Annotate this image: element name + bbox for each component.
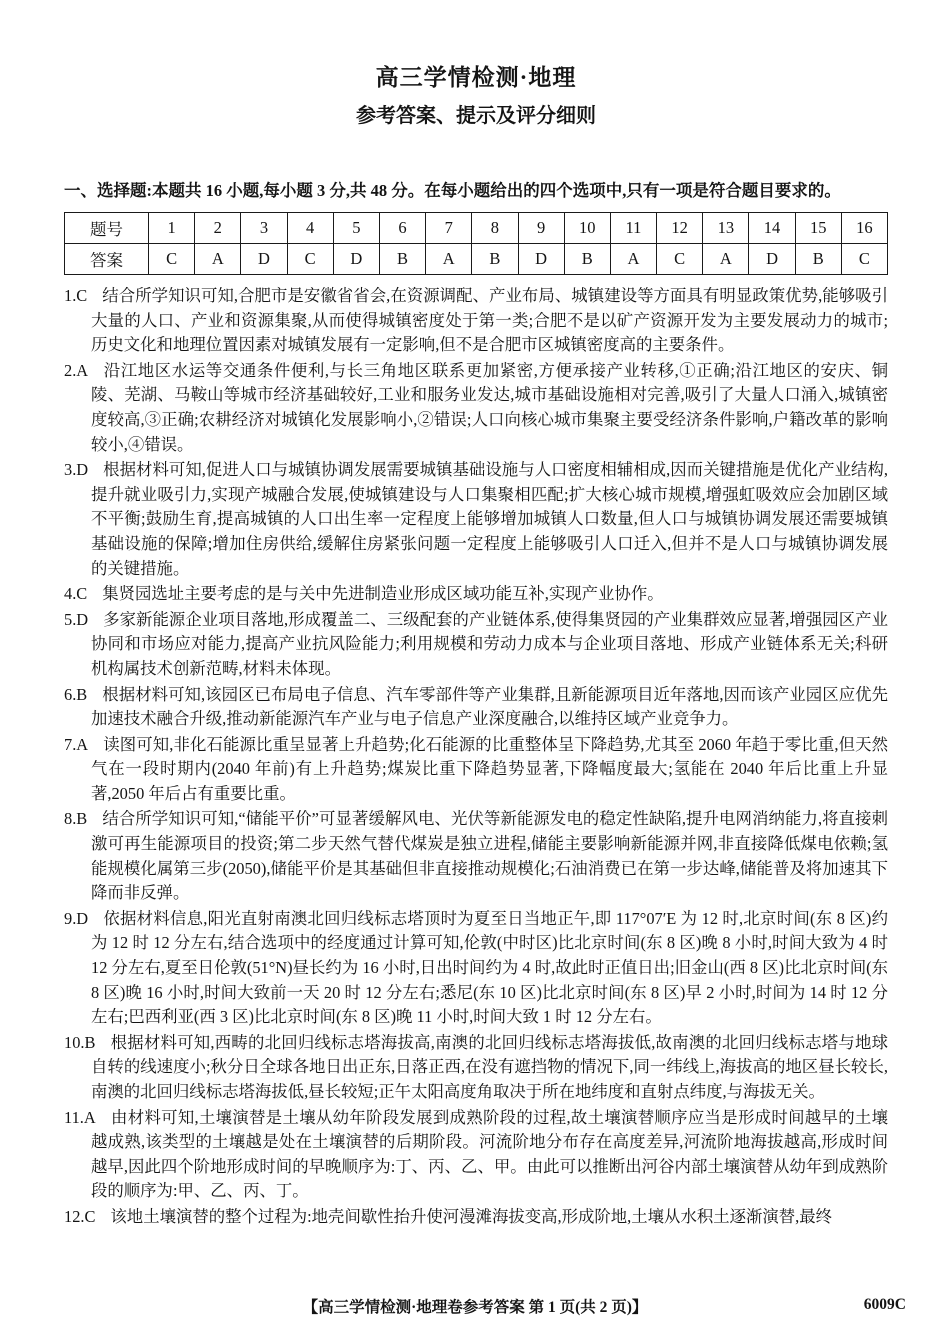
question-number-row: [65, 213, 888, 244]
answer-cell: C: [287, 244, 333, 275]
explanation-number: 8.B: [64, 809, 88, 829]
answer-cell: B: [795, 244, 841, 275]
explanation-text: 根据材料可知,该园区已布局电子信息、汽车零部件等产业集群,且新能源项目近年落地,因而该产业园区应优先加速技术融合升级,推动新能源汽车产业与电子信息产业深度融合,以维持区域产业竞争力。: [91, 684, 888, 729]
question-number-cell: 16: [841, 213, 887, 244]
explanation-list: [64, 284, 888, 1230]
answer-cell: D: [749, 244, 795, 275]
explanation-item: [64, 683, 888, 732]
question-number-cell: 6: [379, 213, 425, 244]
explanation-number: 11.A: [64, 1107, 96, 1127]
answer-cell: A: [195, 244, 241, 275]
explanation-number: 10.B: [64, 1032, 96, 1052]
answer-cell: D: [333, 244, 379, 275]
answer-cell: B: [472, 244, 518, 275]
explanation-item: [64, 907, 888, 1030]
explanation-item: [64, 608, 888, 682]
question-number-cell: 11: [610, 213, 656, 244]
answer-cell: D: [518, 244, 564, 275]
explanation-text: 根据材料可知,西畴的北回归线标志塔海拔高,南澳的北回归线标志塔海拔低,故南澳的北回归线标志塔与地球自转的线速度小;秋分日全球各地日出正东,日落正西,在没有遮挡物的情况下,同一纬线上,海拔高的地区昼长较长,南澳的北回归线标志塔海拔低,昼长较短;正午太阳高度角取决于所在地纬度和直射点纬度,与海拔无关。: [91, 1032, 888, 1101]
explanation-text: 该地土壤演替的整个过程为:地壳间歇性抬升使河漫滩海拔变高,形成阶地,土壤从水积土逐渐演替,最终: [110, 1206, 833, 1226]
answer-cell: C: [841, 244, 887, 275]
question-number-cell: 3: [241, 213, 287, 244]
question-number-cell: 14: [749, 213, 795, 244]
answer-cell: B: [379, 244, 425, 275]
section-header: 一、选择题:本题共 16 小题,每小题 3 分,共 48 分。在每小题给出的四个选项中,只有一项是符合题目要求的。: [64, 181, 841, 200]
question-number-cell: 10: [564, 213, 610, 244]
question-number-cell: 12: [657, 213, 703, 244]
page-title: 高三学情检测·地理: [375, 65, 577, 90]
explanation-number: 5.D: [64, 609, 89, 629]
answer-table: [64, 212, 888, 275]
question-number-cell: 13: [703, 213, 749, 244]
question-number-cell: 1: [149, 213, 195, 244]
row-label-answer: 答案: [65, 244, 149, 275]
explanation-item: [64, 284, 888, 358]
question-number-cell: 9: [518, 213, 564, 244]
explanation-text: 集贤园选址主要考虑的是与关中先进制造业形成区域功能互补,实现产业协作。: [102, 584, 664, 604]
row-label-question: 题号: [65, 213, 149, 244]
explanation-number: 4.C: [64, 584, 88, 604]
explanation-item: [64, 733, 888, 807]
page-subtitle: 参考答案、提示及评分细则: [356, 105, 596, 127]
explanation-item: [64, 1205, 888, 1230]
explanation-number: 9.D: [64, 908, 89, 928]
question-number-cell: 2: [195, 213, 241, 244]
question-number-cell: 15: [795, 213, 841, 244]
question-number-cell: 4: [287, 213, 333, 244]
explanation-number: 3.D: [64, 460, 89, 480]
page-footer: [0, 1295, 950, 1317]
answer-cell: A: [426, 244, 472, 275]
explanation-text: 结合所学知识可知,合肥市是安徽省省会,在资源调配、产业布局、城镇建设等方面具有明显政策优势,能够吸引大量的人口、产业和资源集聚,从而使得城镇密度处于第一类;合肥不是以矿产资源开发为主要发展动力的城市;历史文化和地理位置因素对城镇发展有一定影响,但不是合肥市区城镇密度高的主要条件。: [91, 286, 888, 355]
explanation-number: 1.C: [64, 286, 88, 305]
explanation-number: 7.A: [64, 734, 89, 754]
explanation-number: 6.B: [64, 684, 88, 704]
explanation-number: 2.A: [64, 360, 89, 380]
explanation-item: [64, 807, 888, 905]
explanation-item: [64, 359, 888, 457]
answer-cell: C: [657, 244, 703, 275]
explanation-text: 沿江地区水运等交通条件便利,与长三角地区联系更加紧密,方便承接产业转移,①正确;沿江地区的安庆、铜陵、芜湖、马鞍山等城市经济基础较好,工业和服务业发达,城市基础设施相对完善,吸引了大量人口涌入,城镇密度较高,③正确;农耕经济对城镇化发展影响小,②错误;人口向核心城市集聚主要受经济条件影响,户籍改革的影响较小,④错误。: [91, 360, 888, 454]
explanation-text: 读图可知,非化石能源比重呈显著上升趋势;化石能源的比重整体呈下降趋势,尤其至 2060 年趋于零比重,但天然气在一段时期内(2040 年前)有上升趋势;煤炭比重下降趋势显著,下降幅度最大;氢能在 2040 年后比重上升显著,2050 年后占有重要比重。: [91, 734, 888, 803]
footer-page-label: 【高三学情检测·地理卷参考答案 第 1 页(共 2 页)】: [302, 1299, 648, 1316]
answer-cell: B: [564, 244, 610, 275]
explanation-item: [64, 458, 888, 581]
paper-code: 6009C: [863, 1296, 906, 1313]
explanation-item: [64, 582, 888, 607]
answer-cell: D: [241, 244, 287, 275]
explanation-number: 12.C: [64, 1206, 96, 1226]
answer-cell: A: [703, 244, 749, 275]
question-number-cell: 8: [472, 213, 518, 244]
answer-cell: A: [610, 244, 656, 275]
explanation-text: 根据材料可知,促进人口与城镇协调发展需要城镇基础设施与人口密度相辅相成,因而关键措施是优化产业结构,提升就业吸引力,实现产城融合发展,使城镇建设与人口集聚相匹配;扩大核心城市规模,增强虹吸效应会加剧区域不平衡;鼓励生育,提高城镇的人口出生率一定程度上能够增加城镇人口数量,但人口与城镇协调发展还需要城镇基础设施的保障;增加住房供给,缓解住房紧张问题一定程度上能够吸引人口迁入,但并不是人口与城镇协调发展的关键措施。: [91, 460, 888, 578]
explanation-text: 多家新能源企业项目落地,形成覆盖二、三级配套的产业链体系,使得集贤园的产业集群效应显著,增强园区产业协同和市场应对能力,提高产业抗风险能力;利用规模和劳动力成本与企业项目落地、形成产业链体系无关;科研机构属技术创新范畴,材料未体现。: [91, 609, 888, 678]
answer-row: [65, 244, 888, 275]
explanation-text: 结合所学知识可知,“储能平价”可显著缓解风电、光伏等新能源发电的稳定性缺陷,提升电网消纳能力,将直接刺激可再生能源项目的投资;第二步天然气替代煤炭是独立进程,储能主要影响新能源并网,非直接降低煤电依赖;氢能规模化属第三步(2050),储能平价是其基础但非直接推动规模化;石油消费已在第一步达峰,储能普及将加速其下降而非反弹。: [91, 809, 888, 903]
explanation-text: 由材料可知,土壤演替是土壤从幼年阶段发展到成熟阶段的过程,故土壤演替顺序应当是形成时间越早的土壤越成熟,该类型的土壤越是处在土壤演替的后期阶段。河流阶地分布存在高度差异,河流阶地海拔越高,形成时间越早,因此四个阶地形成时间的早晚顺序为:丁、丙、乙、甲。由此可以推断出河谷内部土壤演替从幼年到成熟阶段的顺序为:甲、乙、丙、丁。: [91, 1107, 888, 1201]
explanation-item: [64, 1106, 888, 1204]
question-number-cell: 5: [333, 213, 379, 244]
explanation-text: 依据材料信息,阳光直射南澳北回归线标志塔顶时为夏至日当地正午,即 117°07′E 为 12 时,北京时间(东 8 区)约为 12 时 12 分左右,结合选项中的经度通过计算可知,伦敦(中时区)比北京时间(东 8 区)晚 8 小时,时间大致为 4 时 12 分左右,夏至日伦敦(51°N)昼长约为 16 小时,日出时间约为 4 时,故此时正值日出;旧金山(西 8 区)比北京时间(东 8 区)晚 16 小时,时间大致前一天 20 时 12 分左右;悉尼(东 10 区)比北京时间(东 8 区)早 2 小时,时间为 14 时 12 分左右;巴西利亚(西 3 区)比北京时间(东 8 区)晚 11 小时,时间大致 1 时 12 分左右。: [91, 908, 888, 1027]
answer-cell: C: [149, 244, 195, 275]
question-number-cell: 7: [426, 213, 472, 244]
explanation-item: [64, 1031, 888, 1105]
